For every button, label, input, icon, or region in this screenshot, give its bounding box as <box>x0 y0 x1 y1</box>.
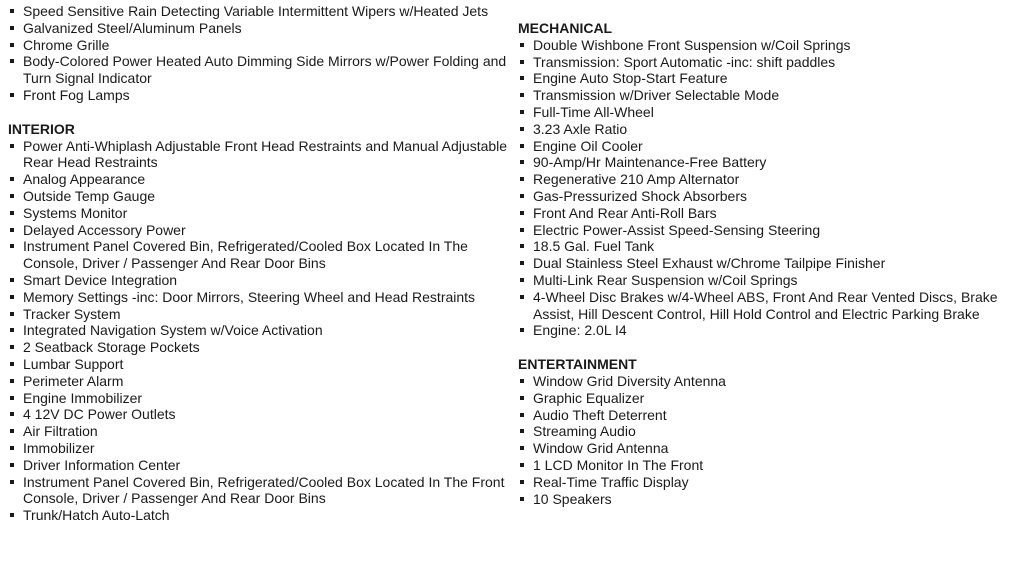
entertainment-heading: ENTERTAINMENT <box>518 356 637 373</box>
list-item: Memory Settings -inc: Door Mirrors, Steering Wheel and Head Restraints <box>8 289 508 306</box>
entertainment-list <box>518 373 1018 507</box>
list-item: 90-Amp/Hr Maintenance-Free Battery <box>518 154 1018 171</box>
list-item: Analog Appearance <box>8 171 508 188</box>
section-gap <box>518 339 1018 356</box>
list-item: Galvanized Steel/Aluminum Panels <box>8 20 508 37</box>
list-item: Engine: 2.0L I4 <box>518 322 1018 339</box>
left-column <box>8 3 508 524</box>
list-item: 18.5 Gal. Fuel Tank <box>518 238 1018 255</box>
interior-heading: INTERIOR <box>8 120 75 137</box>
list-item: Graphic Equalizer <box>518 390 1018 407</box>
list-item: Window Grid Antenna <box>518 440 1018 457</box>
list-item: 4 12V DC Power Outlets <box>8 406 508 423</box>
list-item: Driver Information Center <box>8 457 508 474</box>
list-item: Air Filtration <box>8 423 508 440</box>
list-item: Electric Power-Assist Speed-Sensing Steering <box>518 222 1018 239</box>
list-item: Engine Oil Cooler <box>518 138 1018 155</box>
list-item: 1 LCD Monitor In The Front <box>518 457 1018 474</box>
mechanical-heading: MECHANICAL <box>518 20 613 36</box>
list-item: Real-Time Traffic Display <box>518 474 1018 491</box>
list-item: Double Wishbone Front Suspension w/Coil Springs <box>518 37 1018 54</box>
exterior-list <box>8 3 508 104</box>
list-item: Transmission: Sport Automatic -inc: shift paddles <box>518 54 1018 71</box>
list-item: Systems Monitor <box>8 205 508 222</box>
list-item: Perimeter Alarm <box>8 373 508 390</box>
list-item: Smart Device Integration <box>8 272 508 289</box>
list-item: Delayed Accessory Power <box>8 222 508 239</box>
list-item: Front And Rear Anti-Roll Bars <box>518 205 1018 222</box>
list-item: Trunk/Hatch Auto-Latch <box>8 507 508 524</box>
list-item: Outside Temp Gauge <box>8 188 508 205</box>
list-item: Window Grid Diversity Antenna <box>518 373 1018 390</box>
list-item: Front Fog Lamps <box>8 87 508 104</box>
list-item: Streaming Audio <box>518 423 1018 440</box>
list-item: Instrument Panel Covered Bin, Refrigerated/Cooled Box Located In The Front Console, Driver / Passenger And Rear Door Bins <box>8 474 508 508</box>
list-item: 10 Speakers <box>518 491 1018 508</box>
list-item: Power Anti-Whiplash Adjustable Front Head Restraints and Manual Adjustable Rear Head Restraints <box>8 138 508 172</box>
list-item: Multi-Link Rear Suspension w/Coil Springs <box>518 272 1018 289</box>
list-item: Chrome Grille <box>8 37 508 54</box>
list-item: Instrument Panel Covered Bin, Refrigerated/Cooled Box Located In The Console, Driver / Passenger And Rear Door Bins <box>8 238 508 272</box>
list-item: Speed Sensitive Rain Detecting Variable Intermittent Wipers w/Heated Jets <box>8 3 508 20</box>
list-item: Transmission w/Driver Selectable Mode <box>518 87 1018 104</box>
list-item: 2 Seatback Storage Pockets <box>8 339 508 356</box>
list-item: 4-Wheel Disc Brakes w/4-Wheel ABS, Front And Rear Vented Discs, Brake Assist, Hill Descent Control, Hill Hold Control and Electric Parking Brake <box>518 289 1018 323</box>
list-item: Body-Colored Power Heated Auto Dimming Side Mirrors w/Power Folding and Turn Signal Indicator <box>8 53 508 87</box>
list-item: Immobilizer <box>8 440 508 457</box>
list-item: Dual Stainless Steel Exhaust w/Chrome Tailpipe Finisher <box>518 255 1018 272</box>
list-item: Integrated Navigation System w/Voice Activation <box>8 322 508 339</box>
list-item: Engine Immobilizer <box>8 390 508 407</box>
list-item: Full-Time All-Wheel <box>518 104 1018 121</box>
mechanical-list <box>518 37 1018 339</box>
section-gap <box>8 104 508 121</box>
list-item: Tracker System <box>8 306 508 323</box>
list-item: 3.23 Axle Ratio <box>518 121 1018 138</box>
list-item: Audio Theft Deterrent <box>518 407 1018 424</box>
right-column <box>518 20 1018 507</box>
list-item: Gas-Pressurized Shock Absorbers <box>518 188 1018 205</box>
interior-list <box>8 138 508 524</box>
list-item: Lumbar Support <box>8 356 508 373</box>
list-item: Regenerative 210 Amp Alternator <box>518 171 1018 188</box>
list-item: Engine Auto Stop-Start Feature <box>518 70 1018 87</box>
